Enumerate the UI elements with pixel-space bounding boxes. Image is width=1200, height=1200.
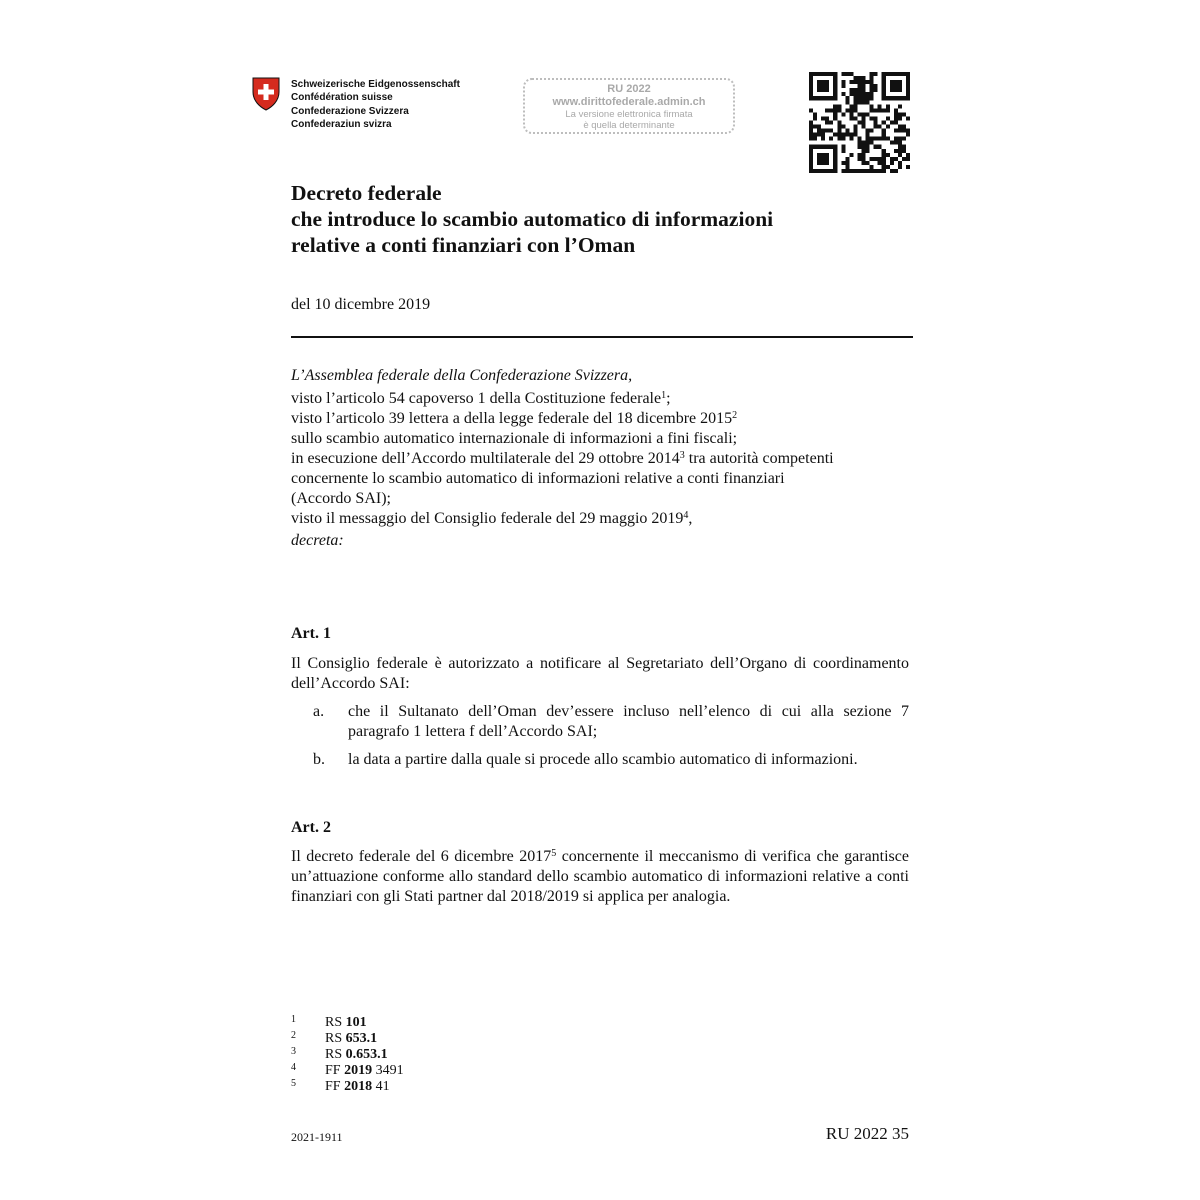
title-line-3: relative a conti finanziari con l’Oman [291, 233, 636, 257]
item-label: b. [313, 751, 325, 768]
footnote-ref: 1 [661, 390, 667, 401]
preamble-line: sullo scambio automatico internazionale di informazioni a fini fiscali; [291, 430, 738, 447]
stamp-note-line1: La versione elettronica firmata [565, 109, 693, 120]
item-text: che il Sultanato dell’Oman dev’essere incluso nell’elenco di cui alla sezione 7 paragrafo 1 lettera f dell’Accordo SAI; [348, 703, 909, 740]
stamp-collection-ref: RU 2022 [607, 83, 651, 95]
title-line-2: che introduce lo scambio automatico di informazioni [291, 207, 774, 231]
qr-code-icon [809, 72, 910, 173]
stamp-note-line2: è quella determinante [583, 120, 675, 131]
footnote-ref: 5 [551, 848, 557, 859]
document-number: 2021-1911 [291, 1130, 343, 1144]
item-text: la data a partire dalla quale si procede allo scambio automatico di informazioni. [348, 751, 858, 768]
federal-authority-wordmark [291, 78, 460, 132]
document-title [291, 180, 773, 258]
article-1-text: Il Consiglio federale è autorizzato a notificare al Segretariato dell’Organo di coordinamento dell’Accordo SAI: [291, 655, 909, 692]
decree-date: del 10 dicembre 2019 [291, 296, 431, 313]
preamble-line: (Accordo SAI); [291, 490, 391, 507]
title-divider [291, 336, 913, 338]
footnote-ref: 3 [679, 450, 685, 461]
preamble [291, 366, 913, 551]
article-2-heading: Art. 2 [291, 819, 331, 836]
swiss-coat-of-arms-icon [252, 77, 280, 111]
item-label: a. [313, 703, 325, 720]
article-2-text: Il decreto federale del 6 dicembre 2017$^5$ concernente il meccanismo di verifica che garantisce un’attuazione conforme allo standard dello scambio automatico di informazioni relative a conti finanziari con gli Stati partner dal 2018/2019 si applica per analogia. [291, 848, 909, 905]
preamble-line: visto l’articolo 54 capoverso 1 della Costituzione federale$^1$; [291, 390, 671, 407]
footnote-ref: 2 [732, 410, 738, 421]
authority-name-romansh: Confederaziun svizra [291, 119, 392, 131]
preamble-line: visto l’articolo 39 lettera a della legge federale del 18 dicembre 2015$^2$ [291, 410, 738, 427]
stamp-website: www.dirittofederale.admin.ch [552, 96, 706, 108]
preamble-line: visto il messaggio del Consiglio federale del 29 maggio 2019$^4$, [291, 510, 693, 527]
authority-name-italian: Confederazione Svizzera [291, 105, 409, 117]
preamble-line: in esecuzione dell’Accordo multilaterale del 29 ottobre 2014$^3$ tra autorità competenti [291, 450, 834, 467]
preamble-intro: L’Assemblea federale della Confederazione Svizzera, [291, 367, 633, 384]
preamble-line: concernente lo scambio automatico di informazioni relative a conti finanziari [291, 470, 785, 487]
authority-name-german: Schweizerische Eidgenossenschaft [291, 79, 460, 90]
title-line-1: Decreto federale [291, 181, 442, 205]
preamble-decree: decreta: [291, 532, 344, 549]
footnote-ref: 4 [683, 510, 689, 521]
authority-name-french: Confédération suisse [291, 92, 393, 104]
page-reference: RU 2022 35 [825, 1124, 909, 1143]
official-publication-stamp [523, 78, 735, 134]
article-1-heading: Art. 1 [291, 625, 331, 642]
